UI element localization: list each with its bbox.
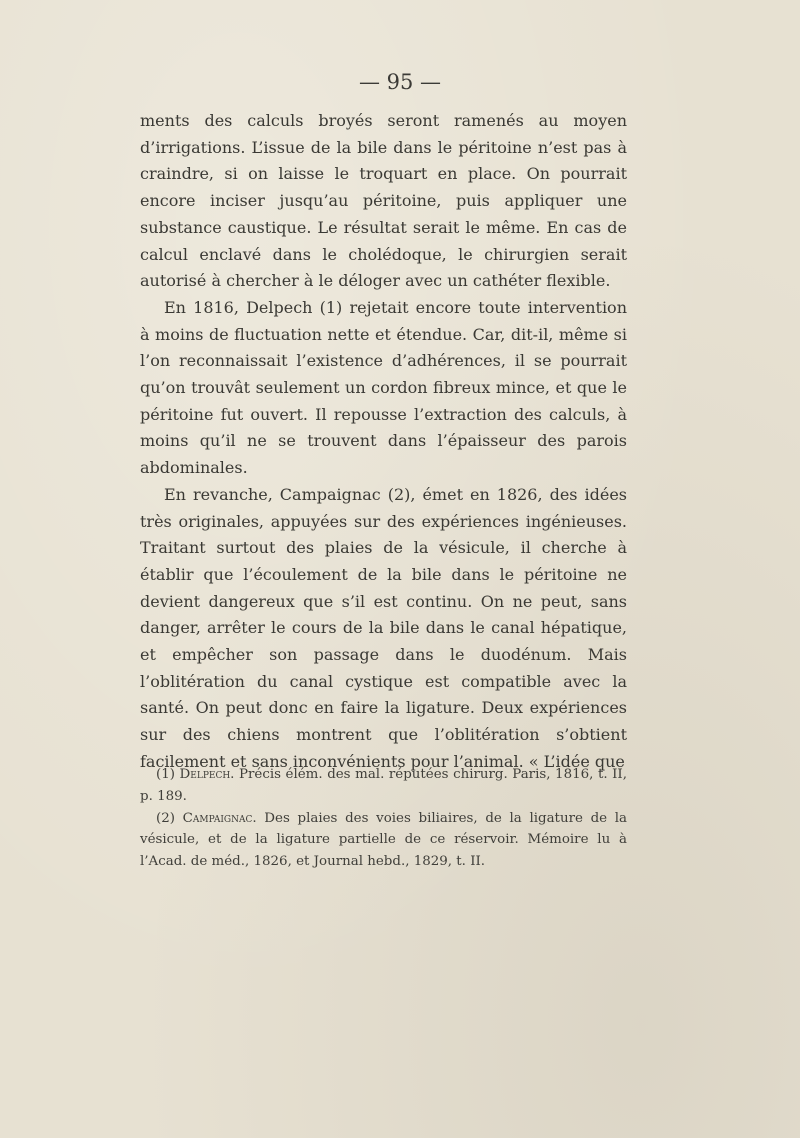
footnotes — [140, 764, 627, 873]
footnote-1 — [140, 764, 627, 808]
footnote-marker: (2) — [156, 810, 175, 826]
footnote-text: Précis élém. des mal. réputées chirurg. Paris, 1816, t. II, p. 189. — [140, 767, 627, 804]
footnote-author: Campaignac. — [182, 810, 257, 826]
footnote-2 — [140, 808, 627, 873]
footnote-marker: (1) — [156, 767, 175, 782]
page-number: — 95 — — [358, 70, 442, 94]
paragraph-3: En revanche, Campaignac (2), émet en 1826, des idées très originales, appuyées sur des expériences ingénieuses. Traitant surtout des plaies de la vésicule, il cherche à établir que l’écoulement de la bile dans le péritoine ne devient dangereux que s’il est continu. On ne peut, sans danger, arrêter le cours de la bile dans le canal hépatique, et empêcher son passage dans le duodénum. Mais l’oblitération du canal cystique est compatible avec la santé. On peut donc en faire la ligature. Deux expériences sur des chiens montrent que l’oblitération s’obtient facilement et sans inconvénients pour l’animal. « L’idée que — [140, 484, 627, 771]
paragraph-2: En 1816, Delpech (1) rejetait encore toute intervention à moins de fluctuation nette et étendue. Car, dit-il, même si l’on reconnaissait l’existence d’adhérences, il se pourrait qu’on trouvât seulement un cordon fibreux mince, et que le péritoine fut ouvert. Il repousse l’extraction des calculs, à moins qu’il ne se trouvent dans l’épaisseur des parois abdominales. — [140, 297, 627, 478]
paragraph-1: ments des calculs broyés seront ramenés au moyen d’irrigations. L’issue de la bile dans le péritoine n’est pas à craindre, si on laisse le troquart en place. On pourrait encore inciser jusqu’au péritoine, puis appliquer une substance caustique. Le résultat serait le même. En cas de calcul enclavé dans le cholédoque, le chirurgien serait autorisé à chercher à le déloger avec un cathéter flexible. — [140, 111, 627, 291]
footnote-author: Delpech. — [179, 767, 235, 782]
footnote-text: Des plaies des voies biliaires, de la ligature de la vésicule, et de la ligature partielle de ce réservoir. Mémoire lu à l’Acad. de méd., 1826, et Journal hebd., 1829, t. II. — [140, 810, 628, 870]
body-text — [140, 108, 627, 776]
